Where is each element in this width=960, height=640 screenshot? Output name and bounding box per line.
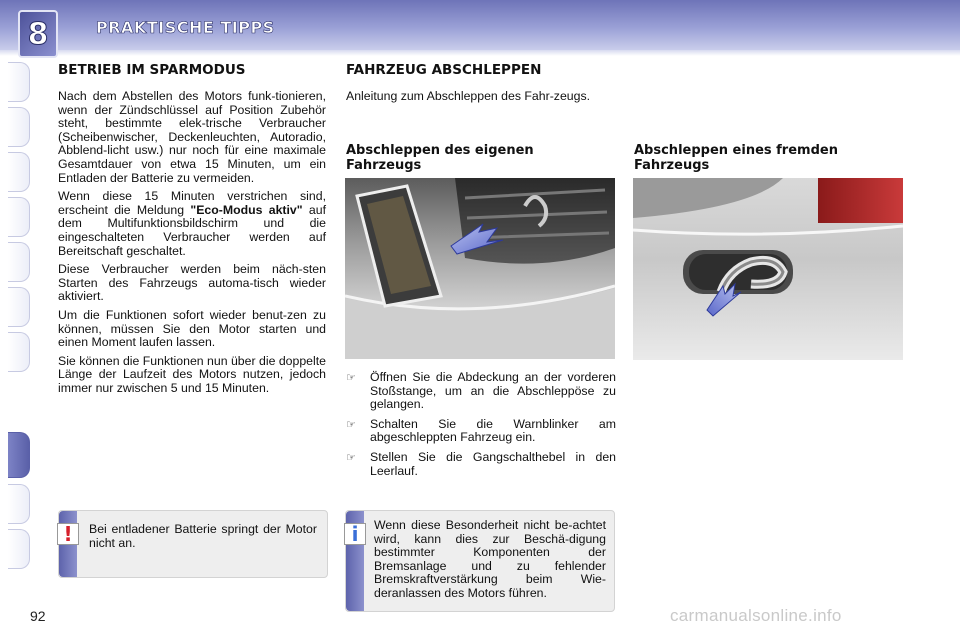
chapter-tab xyxy=(18,10,58,58)
eco-paragraph-4: Um die Funktionen sofort wieder benut-zen zu können, müssen Sie den Motor starten und einen Moment laufen lassen. xyxy=(58,307,326,350)
towing-step-3-text: Stellen Sie die Gangschalthebel in den Leerlauf. xyxy=(370,449,616,478)
towing-step-2 xyxy=(346,418,616,445)
side-tab-strip xyxy=(0,62,32,582)
chapter-number: 8 xyxy=(27,16,49,52)
info-note xyxy=(345,510,615,612)
eco-paragraph-3: Diese Verbraucher werden beim näch-sten Starten des Fahrzeugs automa-tisch wieder aktiviert. xyxy=(58,262,326,304)
side-tab-8-active[interactable] xyxy=(8,432,30,478)
warning-note xyxy=(58,510,328,578)
eco-mode-text xyxy=(58,90,326,400)
pointing-hand-icon: ☞ xyxy=(346,371,356,384)
bumper-cover-illustration xyxy=(345,178,615,359)
section-title-eco-mode: BETRIEB IM SPARMODUS xyxy=(58,62,246,78)
towing-step-2-text: Schalten Sie die Warnblinker am abgeschleppten Fahrzeug ein. xyxy=(370,416,616,445)
side-tab-5[interactable] xyxy=(8,242,30,282)
warning-icon: ! xyxy=(57,523,79,545)
towing-step-1-text: Öffnen Sie die Abdeckung an der vorderen Stoßstange, um an die Abschleppöse zu gelangen. xyxy=(370,370,616,412)
info-icon: i xyxy=(344,523,366,545)
bumper-cover-photo xyxy=(345,178,615,359)
pointing-hand-icon: ☞ xyxy=(346,450,356,464)
side-tab-4[interactable] xyxy=(8,197,30,237)
chapter-title: PRAKTISCHE TIPPS xyxy=(96,18,275,37)
eco-paragraph-2-start: Wenn diese 15 Minuten verstrichen sind, erscheint die Meldung xyxy=(58,189,326,217)
towing-steps-list xyxy=(346,371,616,484)
side-tab-1[interactable] xyxy=(8,62,30,102)
towing-intro: Anleitung zum Abschleppen des Fahr-zeugs. xyxy=(346,89,591,103)
pointing-hand-icon: ☞ xyxy=(346,417,356,431)
watermark: carmanualsonline.info xyxy=(670,606,842,625)
side-tab-7[interactable] xyxy=(8,332,30,372)
subtitle-other-vehicle: Abschleppen eines fremden Fahrzeugs xyxy=(634,143,838,173)
towing-step-1 xyxy=(346,371,616,412)
eco-paragraph-5: Sie können die Funktionen nun über die doppelte Länge der Laufzeit des Motors nutzen, jedoch immer nur zwischen 5 und 15 Minuten. xyxy=(58,353,327,395)
side-tab-10[interactable] xyxy=(8,529,30,569)
warning-note-text: Bei entladener Batterie springt der Motor nicht an. xyxy=(89,522,317,550)
side-tab-2[interactable] xyxy=(8,107,30,147)
towing-step-3 xyxy=(346,451,616,478)
header-shadow xyxy=(0,50,960,56)
side-tab-9[interactable] xyxy=(8,484,30,524)
side-tab-6[interactable] xyxy=(8,287,30,327)
eco-paragraph-1: Nach dem Abstellen des Motors funk-tionieren, wenn der Zündschlüssel auf Position Zubehör steht, bestimmte elek-trische Verbraucher (Scheibenwischer, Deckenleuchten, Autoradio, Abblend-licht usw.) nur noch für eine maximale Gesamtdauer von etwa 15 Minuten, um ein Entladen der Batterie zu vermeiden. xyxy=(58,89,326,185)
towing-eye-illustration xyxy=(633,178,903,360)
eco-paragraph-2-end: auf dem Multifunktionsbildschirm und die eingeschalteten Verbraucher werden auf Bereitschaft geschaltet. xyxy=(58,202,326,258)
eco-paragraph-2 xyxy=(58,190,326,258)
eco-mode-message: "Eco-Modus aktiv" xyxy=(190,202,303,217)
subtitle-own-vehicle: Abschleppen des eigenen Fahrzeugs xyxy=(346,143,534,173)
info-note-text: Wenn diese Besonderheit nicht be-achtet wird, kann dies zur Beschä-digung bestimmter Komponenten der Bremsanlage und zu fehlender Bremskraftverstärkung beim Wie-deranlassen des Motors führen. xyxy=(374,518,606,600)
section-title-towing: FAHRZEUG ABSCHLEPPEN xyxy=(346,62,542,78)
side-tab-3[interactable] xyxy=(8,152,30,192)
towing-eye-photo xyxy=(633,178,903,360)
page-number: 92 xyxy=(30,608,46,624)
